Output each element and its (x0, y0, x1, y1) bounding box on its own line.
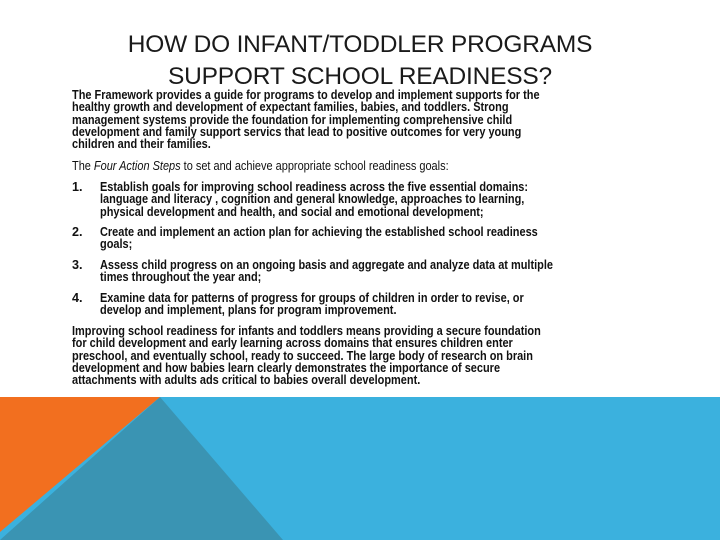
text-line: children and their families. (72, 137, 211, 152)
step-item (100, 181, 528, 218)
intro-paragraph (72, 89, 540, 150)
step-number: 2. (72, 225, 83, 239)
text-line: times throughout the year and; (100, 270, 262, 285)
text-line: preschool, and eventually school, ready to succeed. The large body of research on brain (72, 348, 533, 363)
text-line: goals; (100, 237, 133, 252)
step-number: 4. (72, 291, 83, 305)
title-line: SUPPORT SCHOOL READINESS? (168, 63, 552, 90)
slide-title (0, 29, 720, 93)
text: to set and achieve appropriate school readiness goals: (180, 159, 449, 173)
text: The (72, 159, 94, 173)
text-line: Establish goals for improving school readiness across the five essential domains: (100, 180, 529, 194)
text-line: healthy growth and development of expectant families, babies, and toddlers. Strong (72, 100, 509, 115)
step-item (100, 292, 524, 317)
decorative-footer-band (0, 397, 720, 540)
text-line: management systems provide the foundation for implementing comprehensive child (72, 112, 513, 127)
emphasis-text: Four Action Steps (93, 159, 181, 173)
text-line: development and family support servics that lead to positive outcomes for very young (72, 124, 522, 139)
text-line: Assess child progress on an ongoing basis and aggregate and analyze data at multiple (100, 258, 553, 272)
text-line: language and literacy , cognition and general knowledge, approaches to learning, (100, 192, 525, 207)
text-line: Create and implement an action plan for achieving the established school readiness (100, 225, 538, 239)
step-item (100, 259, 553, 284)
steps-intro (72, 160, 449, 172)
text-line: development and how babies learn clearly demonstrates the importance of secure (72, 360, 501, 375)
text-line: Improving school readiness for infants and toddlers means providing a secure foundation (72, 324, 541, 338)
step-number: 3. (72, 258, 83, 272)
closing-paragraph (72, 325, 541, 386)
step-number: 1. (72, 180, 83, 194)
text-line: for child development and early learning across domains that ensures children enter (72, 336, 513, 351)
title-line: HOW DO INFANT/TODDLER PROGRAMS (127, 31, 593, 58)
step-item (100, 226, 538, 251)
text-line: Examine data for patterns of progress for groups of children in order to revise, or (100, 291, 524, 305)
text-line: The Framework provides a guide for programs to develop and implement supports for the (72, 88, 540, 102)
text-line: physical development and health, and social and emotional development; (100, 204, 484, 219)
text-line: attachments with adults ads critical to babies overall development. (72, 373, 421, 388)
text-line: develop and implement, plans for program improvement. (100, 303, 397, 318)
